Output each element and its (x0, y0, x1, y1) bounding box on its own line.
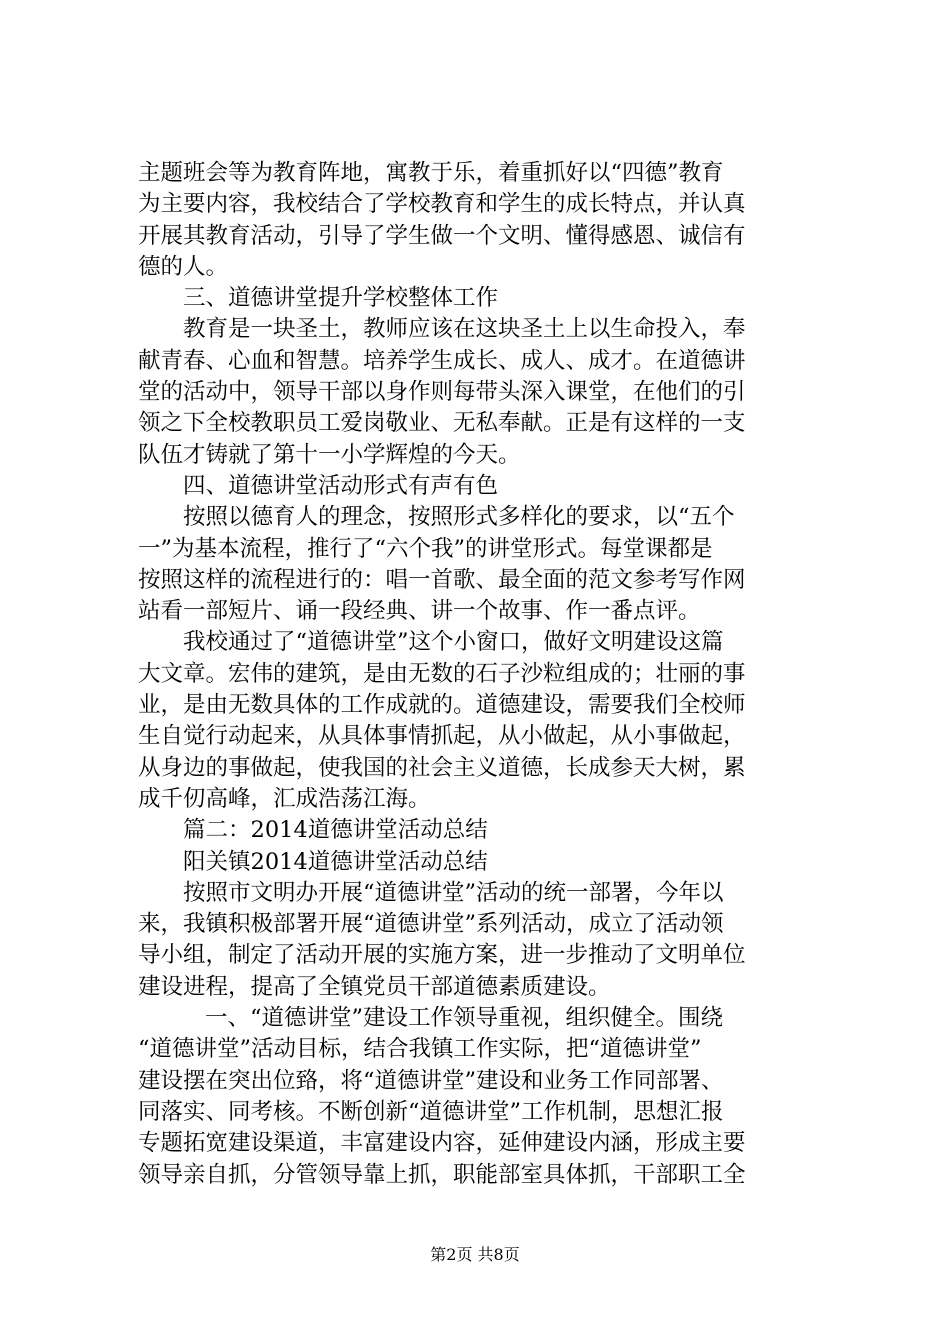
text-line-12: 按照以德育人的理念，按照形式多样化的要求，以“五个 (183, 504, 735, 531)
text-line-29: “道德讲堂”活动目标，结合我镇工作实际，把“道德讲堂” (138, 1036, 702, 1063)
text-line-13: 一”为基本流程，推行了“六个我”的讲堂形式。每堂课都是 (138, 535, 713, 562)
text-line-7: 献青春、心血和智慧。培养学生成长、成人、成才。在道德讲 (138, 347, 746, 374)
text-line-26: 导小组，制定了活动开展的实施方案，进一步推动了文明单位 (138, 942, 746, 969)
text-line-14: 按照这样的流程进行的：唱一首歌、最全面的范文参考写作网 (138, 566, 746, 593)
text-line-20: 从身边的事做起，使我国的社会主义道德，长成参天大树，累 (138, 754, 746, 781)
text-line-3: 开展其教育活动，引导了学生做一个文明、懂得感恩、诚信有 (138, 222, 746, 249)
text-line-1: 主题班会等为教育阵地，寓教于乐，着重抓好以“四德”教育 (138, 160, 724, 186)
text-line-8: 堂的活动中，领导干部以身作则每带头深入课堂，在他们的引 (138, 379, 746, 406)
text-line-15: 站看一部短片、诵一段经典、讲一个故事、作一番点评。 (138, 598, 701, 625)
text-line-31: 同落实、同考核。不断创新“道德讲堂”工作机制，思想汇报 (138, 1098, 724, 1125)
section-heading-3: 三、道德讲堂提升学校整体工作 (183, 285, 499, 312)
text-line-27: 建设进程，提高了全镇党员干部道德素质建设。 (138, 973, 611, 1000)
document-body (0, 158, 950, 1191)
text-line-18: 业，是由无数具体的工作成就的。道德建设，需要我们全校师 (138, 692, 746, 719)
page-number: 第2页 共8页 (430, 1245, 520, 1264)
text-line-25: 来，我镇积极部署开展“道德讲堂”系列活动，成立了活动领 (138, 911, 724, 938)
text-line-19: 生自觉行动起来，从具体事情抓起，从小做起，从小事做起， (138, 723, 746, 750)
text-line-24: 按照市文明办开展“道德讲堂”活动的统一部署，今年以 (183, 879, 724, 906)
text-line-32: 专题拓宽建设渠道，丰富建设内容，延伸建设内涵，形成主要 (138, 1130, 746, 1157)
document-title: 阳关镇2014道德讲堂活动总结 (183, 848, 488, 875)
text-line-2: 为主要内容，我校结合了学校教育和学生的成长特点，并认真 (138, 191, 746, 218)
text-line-6: 教育是一块圣土，教师应该在这块圣土上以生命投入，奉 (183, 316, 746, 343)
text-line-17: 大文章。宏伟的建筑，是由无数的石子沙粒组成的；壮丽的事 (138, 660, 746, 687)
text-line-10: 队伍才铸就了第十一小学辉煌的今天。 (138, 441, 521, 468)
text-line-33: 领导亲自抓，分管领导靠上抓，职能部室具体抓，干部职工全 (138, 1161, 746, 1188)
section-heading-1: 一、“道德讲堂”建设工作领导重视，组织健全。围绕 (205, 1005, 724, 1032)
text-line-16: 我校通过了“道德讲堂”这个小窗口，做好文明建设这篇 (183, 629, 724, 656)
chapter-heading: 篇二：2014道德讲堂活动总结 (183, 817, 488, 844)
text-line-21: 成千仞高峰，汇成浩荡江海。 (138, 785, 431, 812)
text-line-30: 建设摆在突出位臵，将“道德讲堂”建设和业务工作同部署、 (138, 1067, 724, 1094)
section-heading-4: 四、道德讲堂活动形式有声有色 (183, 472, 499, 499)
text-line-4: 德的人。 (138, 253, 229, 280)
text-line-9: 领之下全校教职员工爱岗敬业、无私奉献。正是有这样的一支 (138, 410, 746, 437)
